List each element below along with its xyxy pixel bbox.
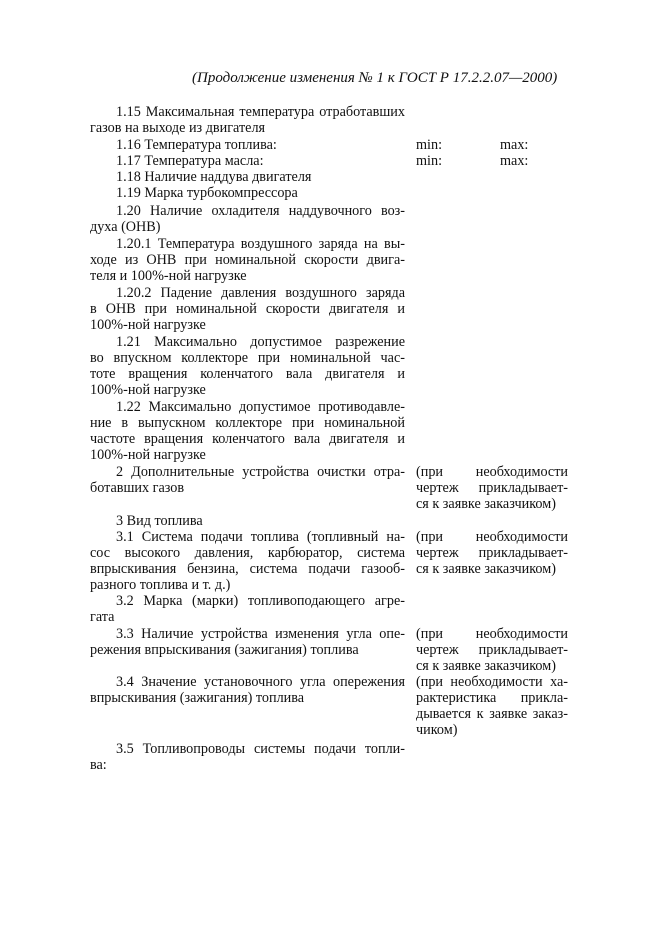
- item-3-4-line-2: впрыскивания (зажигания) топлива: [90, 690, 305, 706]
- item-3-1-line-2: сос высокого давления, карбюратор, система: [90, 545, 405, 561]
- item-1-21-line-1: 1.21 Максимально допустимое разрежение: [116, 334, 405, 350]
- item-1-20-1-line-1: 1.20.1 Температура воздушного заряда на вы-: [116, 236, 405, 252]
- item-1-16-max: max:: [500, 137, 529, 153]
- item-1-21-line-4: 100%-ной нагрузке: [90, 382, 206, 398]
- item-3-1-line-4: разного топлива и т. д.): [90, 577, 231, 593]
- item-1-18: 1.18 Наличие наддува двигателя: [116, 169, 312, 185]
- item-1-20-1-line-3: теля и 100%-ной нагрузке: [90, 268, 247, 284]
- item-1-22-line-3: частоте вращения коленчатого вала двигателя и: [90, 431, 405, 447]
- item-3-5-line-1: 3.5 Топливопроводы системы подачи топли-: [116, 741, 405, 757]
- note-3-4-line-3: дывается к заявке заказ-: [416, 706, 568, 722]
- item-1-17-max: max:: [500, 153, 529, 169]
- item-1-22-line-2: ние в выпускном коллекторе при номинальной: [90, 415, 405, 431]
- item-3-3-line-2: режения впрыскивания (зажигания) топлива: [90, 642, 359, 658]
- item-1-21-line-2: во впускном коллекторе при номинальной час-: [90, 350, 405, 366]
- note-3-4-line-1: (при необходимости ха-: [416, 674, 568, 690]
- item-3-1-line-1: 3.1 Система подачи топлива (топливный на-: [116, 529, 405, 545]
- item-3: 3 Вид топлива: [116, 513, 203, 529]
- note-3-3-line-2: чертеж прикладывает-: [416, 642, 568, 658]
- item-1-20-2-line-3: 100%-ной нагрузке: [90, 317, 206, 333]
- note-2-line-2: чертеж прикладывает-: [416, 480, 568, 496]
- note-2-line-1: (при необходимости: [416, 464, 568, 480]
- item-1-19: 1.19 Марка турбокомпрессора: [116, 185, 298, 201]
- item-1-15-line-2: газов на выходе из двигателя: [90, 120, 266, 136]
- item-1-22-line-4: 100%-ной нагрузке: [90, 447, 206, 463]
- item-1-20-2-line-1: 1.20.2 Падение давления воздушного заряда: [116, 285, 405, 301]
- item-1-20-line-1: 1.20 Наличие охладителя наддувочного воз-: [116, 203, 405, 219]
- page-header: (Продолжение изменения № 1 к ГОСТ Р 17.2.2.07—2000): [192, 70, 558, 86]
- note-3-3-line-3: ся к заявке заказчиком): [416, 658, 556, 674]
- item-1-20-2-line-2: в ОНВ при номинальной скорости двигателя и: [90, 301, 405, 317]
- note-3-1-line-3: ся к заявке заказчиком): [416, 561, 556, 577]
- note-3-1-line-1: (при необходимости: [416, 529, 568, 545]
- note-3-4-line-4: чиком): [416, 722, 458, 738]
- item-1-16-min: min:: [416, 137, 443, 153]
- item-1-17-min: min:: [416, 153, 443, 169]
- item-1-17: 1.17 Температура масла:: [116, 153, 264, 169]
- item-1-15-line-1: 1.15 Максимальная температура отработавших: [116, 104, 405, 120]
- item-1-20-1-line-2: ходе из ОНВ при номинальной скорости двига-: [90, 252, 405, 268]
- item-3-2-line-2: гата: [90, 609, 115, 625]
- note-3-1-line-2: чертеж прикладывает-: [416, 545, 568, 561]
- note-2-line-3: ся к заявке заказчиком): [416, 496, 556, 512]
- item-1-21-line-3: тоте вращения коленчатого вала двигателя и: [90, 366, 405, 382]
- note-3-3-line-1: (при необходимости: [416, 626, 568, 642]
- item-2-line-1: 2 Дополнительные устройства очистки отра-: [116, 464, 405, 480]
- note-3-4-line-2: рактеристика прикла-: [416, 690, 568, 706]
- item-1-20-line-2: духа (ОНВ): [90, 219, 161, 235]
- item-3-4-line-1: 3.4 Значение установочного угла опережения: [116, 674, 405, 690]
- item-3-5-line-2: ва:: [90, 757, 107, 773]
- item-1-22-line-1: 1.22 Максимально допустимое противодавле-: [116, 399, 405, 415]
- item-2-line-2: ботавших газов: [90, 480, 185, 496]
- item-3-3-line-1: 3.3 Наличие устройства изменения угла опе-: [116, 626, 405, 642]
- item-3-1-line-3: впрыскивания бензина, система подачи газооб-: [90, 561, 405, 577]
- item-3-2-line-1: 3.2 Марка (марки) топливоподающего агре-: [116, 593, 405, 609]
- item-1-16: 1.16 Температура топлива:: [116, 137, 277, 153]
